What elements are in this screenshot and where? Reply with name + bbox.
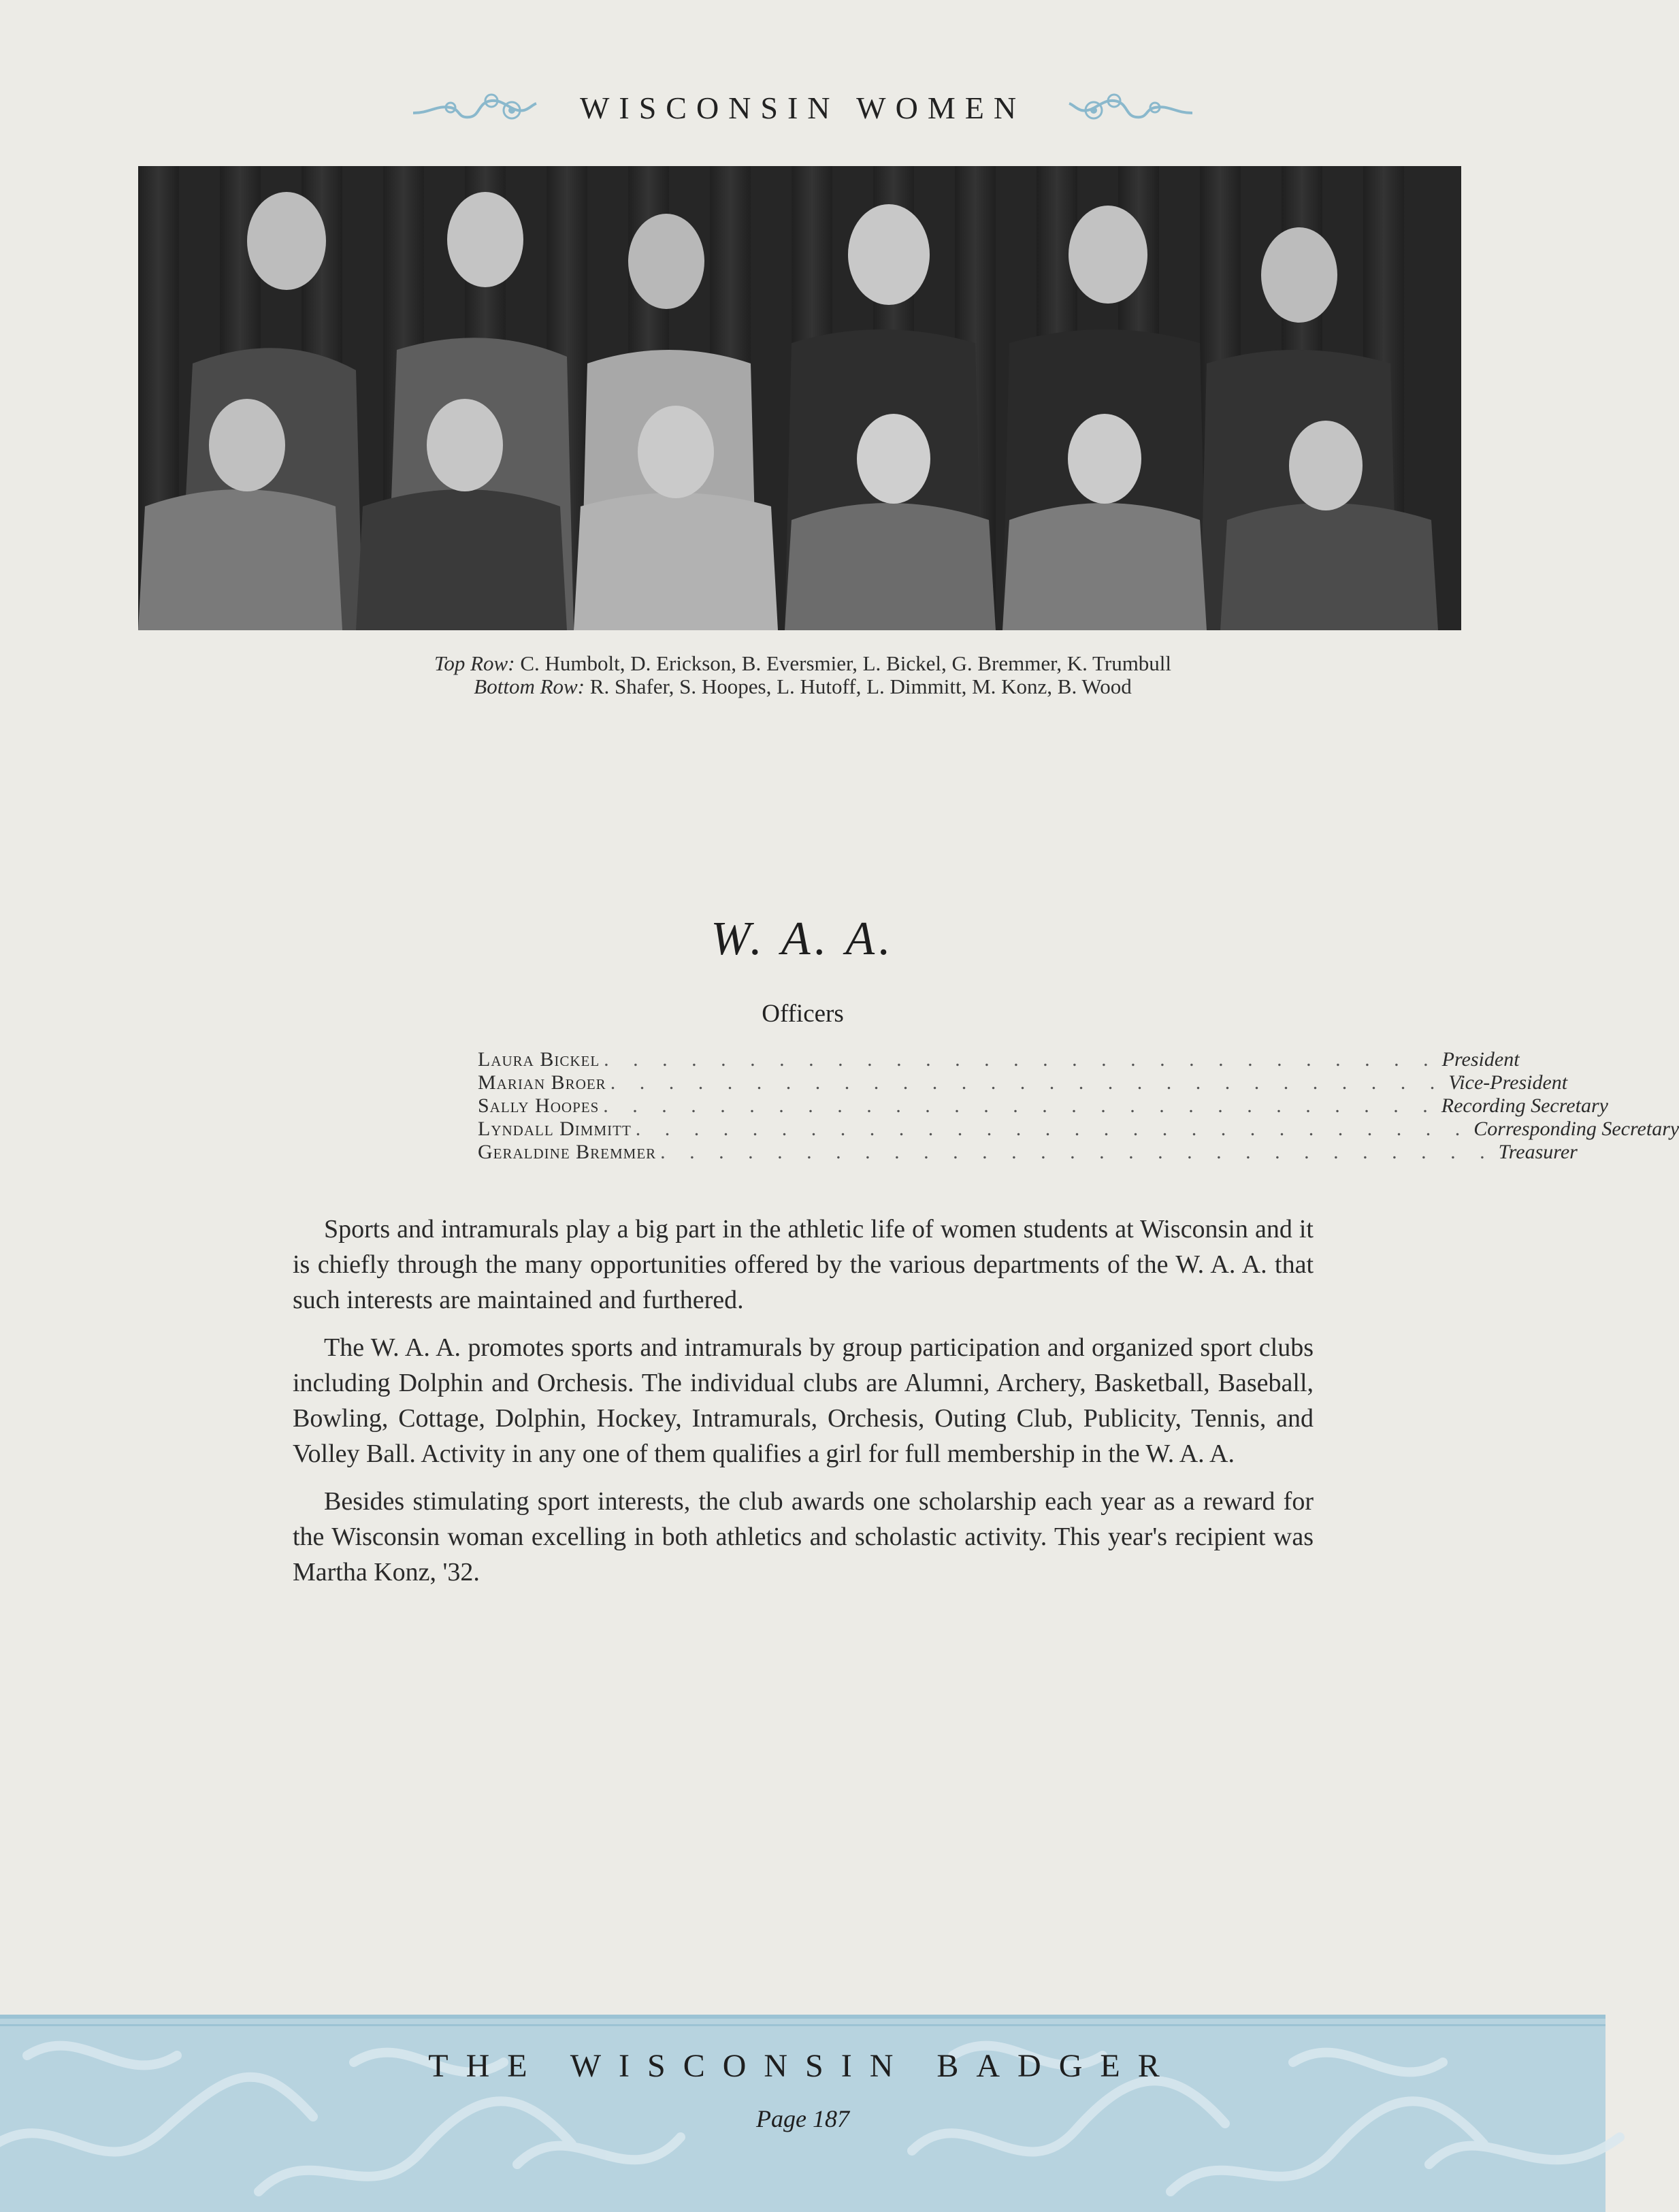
officer-name: Laura Bickel xyxy=(478,1048,600,1071)
section-title: W. A. A. xyxy=(711,913,895,965)
officer-row xyxy=(478,1141,1578,1164)
leader-dots: . . . . . . . . . . . . . . . . . . . . . . . . . . . . . xyxy=(610,1071,1445,1094)
page-footer xyxy=(0,2015,1605,2212)
officer-name: Sally Hoopes xyxy=(478,1094,600,1117)
body-paragraph: The W. A. A. promotes sports and intramurals by group participation and organized sport clubs including Dolphin and Orchesis. The individual clubs are Alumni, Archery, Basketball, Baseball, Bowling, Cottage, Dolphin, Hockey, Intramurals, Orchesis, Outing Club, Publicity, Tennis, and Volley Ball. Activity in any one of them qualifies a girl for full membership in the W. A. A. xyxy=(293,1333,1314,1468)
group-photo xyxy=(138,166,1461,630)
running-header-title: WISCONSIN WOMEN xyxy=(579,90,1026,125)
officer-row xyxy=(478,1094,1608,1118)
left-ornament-icon xyxy=(410,90,539,125)
officer-role: President xyxy=(1441,1048,1520,1071)
officer-row xyxy=(478,1071,1568,1094)
caption-bottom-label: Bottom Row: xyxy=(474,674,585,698)
caption-bottom-row xyxy=(0,675,1605,698)
officers-heading: Officers xyxy=(762,1000,844,1028)
officer-row xyxy=(478,1048,1520,1071)
footer-title: THE WISCONSIN BADGER xyxy=(428,2048,1177,2084)
right-ornament-icon xyxy=(1066,90,1196,125)
leader-dots: . . . . . . . . . . . . . . . . . . . . . . . . . . . . . xyxy=(635,1118,1470,1140)
leader-dots: . . . . . . . . . . . . . . . . . . . . . . . . . . . . . xyxy=(660,1141,1495,1163)
caption-top-row xyxy=(0,652,1605,675)
caption-bottom-names: R. Shafer, S. Hoopes, L. Hutoff, L. Dimmitt, M. Konz, B. Wood xyxy=(589,674,1132,698)
caption-top-label: Top Row: xyxy=(434,651,515,675)
page-number: Page 187 xyxy=(756,2105,849,2132)
officer-row xyxy=(478,1118,1679,1141)
leader-dots: . . . . . . . . . . . . . . . . . . . . . . . . . . . . . xyxy=(604,1048,1438,1071)
body-paragraph: Sports and intramurals play a big part in the athletic life of women students at Wisconsin and it is chiefly through the many opportunities offered by the various departments of the W. A. A. that such interests are maintained and furthered. xyxy=(293,1215,1314,1314)
officer-role: Recording Secretary xyxy=(1441,1094,1608,1117)
officer-role: Vice-President xyxy=(1448,1071,1568,1094)
officer-name: Lyndall Dimmitt xyxy=(478,1118,632,1140)
officer-role: Corresponding Secretary xyxy=(1473,1118,1679,1140)
officer-name: Geraldine Bremmer xyxy=(478,1141,657,1163)
group-photo-image xyxy=(138,166,1461,630)
caption-top-names: C. Humbolt, D. Erickson, B. Eversmier, L. Bickel, G. Bremmer, K. Trumbull xyxy=(520,651,1172,675)
officer-name: Marian Broer xyxy=(478,1071,606,1094)
officers-list xyxy=(478,1048,1679,1164)
photo-caption xyxy=(0,652,1605,698)
officer-role: Treasurer xyxy=(1498,1141,1578,1163)
page-header xyxy=(0,80,1605,135)
body-paragraph: Besides stimulating sport interests, the club awards one scholarship each year as a reward for the Wisconsin woman excelling in both athletics and scholastic activity. This year's recipient was Martha Konz, '32. xyxy=(293,1487,1314,1587)
body-text xyxy=(293,1211,1314,1602)
leader-dots: . . . . . . . . . . . . . . . . . . . . . . . . . . . . . xyxy=(603,1094,1437,1117)
